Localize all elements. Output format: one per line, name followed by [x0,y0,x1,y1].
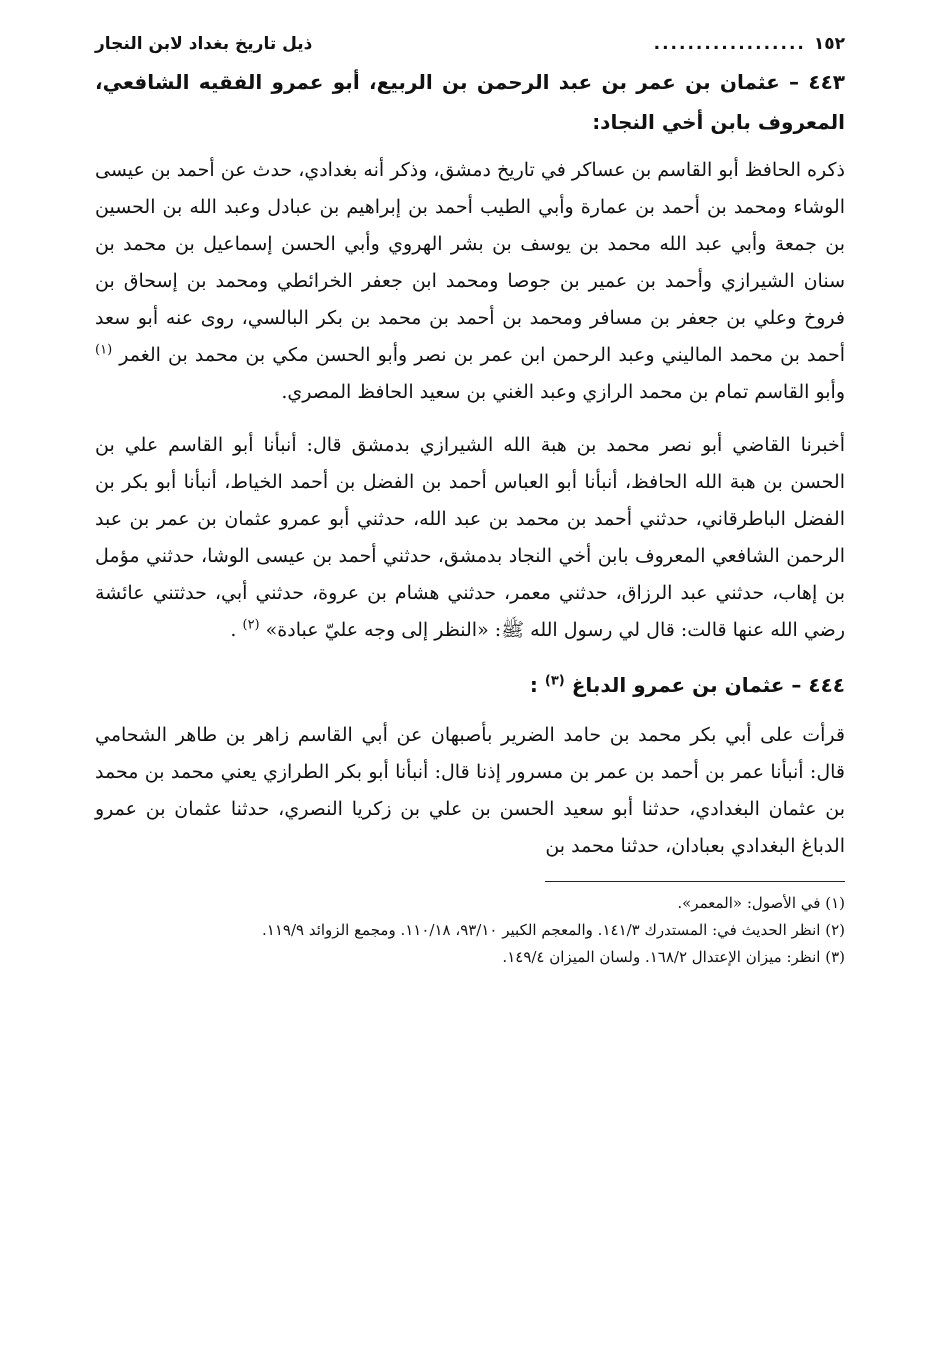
document-page [95,30,845,971]
paragraph-text: ذكره الحافظ أبو القاسم بن عساكر في تاريخ دمشق، وذكر أنه بغدادي، حدث عن أحمد بن عيسى الوشاء ومحمد بن أحمد بن عمارة وأبي الطيب أحمد بن إبراهيم بن عبادل وعبد الله بن الحسين بن جمعة وأبي عبد الله محمد بن يوسف بن بشر الهروي وأبي الحسن إسماعيل بن محمد بن سنان الشيرازي وأحمد بن عمير بن جوصا ومحمد ابن جعفر الخرائطي ومحمد بن إسحاق بن فروخ وعلي بن جعفر بن مسافر ومحمد بن أحمد بن محمد بن بكر البالسي، روى عنه أبو سعد أحمد بن محمد الماليني وعبد الرحمن ابن عمر بن نصر وأبو الحسن مكي بن محمد بن الغمر [95,159,845,366]
entry-443-paragraph-1 [95,152,845,411]
footnote-marker-1[interactable]: (١) [95,342,113,358]
footnote-marker-3[interactable]: (٣) [544,673,565,689]
page-number: ١٥٢ [813,34,845,54]
running-header [95,30,845,60]
paragraph-text: قرأت على أبي بكر محمد بن حامد الضرير بأصبهان عن أبي القاسم زاهر بن طاهر الشحامي قال: أنبأنا عمر بن أحمد بن عمر بن مسرور إذنا قال: أنبأنا أبو بكر الطرازي يعني محمد بن محمد بن عثمان البغدادي، حدثنا أبو سعيد الحسن بن علي بن زكريا النصري، حدثنا عثمان بن عمرو الدباغ البغدادي بعبادان، حدثنا محمد بن [95,724,845,857]
footnotes [95,890,845,971]
entry-443-paragraph-2 [95,427,845,649]
paragraph-text: . [230,619,237,641]
footnote-marker-2[interactable]: (٢) [242,617,260,633]
heading-text: : [529,673,538,697]
book-title: ذيل تاريخ بغداد لابن النجار [95,34,313,54]
footnote-2: (٢) انظر الحديث في: المستدرك ١٤١/٣. والمعجم الكبير ٩٣/١٠، ١١٠/١٨. ومجمع الزوائد ١١٩/٩. [262,921,845,939]
footnote-3: (٣) انظر: ميزان الإعتدال ١٦٨/٢. ولسان الميزان ١٤٩/٤. [502,948,845,966]
paragraph-text: أخبرنا القاضي أبو نصر محمد بن هبة الله الشيرازي بدمشق قال: أنبأنا أبو القاسم علي بن الحسن بن هبة الله الحافظ، أنبأنا أبو العباس أحمد بن الفضل بن أحمد الخياط، أنبأنا أبو بكر بن الفضل الباطرقاني، حدثني أحمد بن محمد بن عبد الله، حدثني أبو عمرو عثمان بن عمر بن عبد الرحمن الشافعي المعروف بابن أخي النجاد بدمشق، حدثني أحمد بن عيسى الوشا، حدثني مؤمل بن إهاب، حدثني عبد الرزاق، حدثني معمر، حدثني هشام بن عروة، حدثني أبي، حدثتني عائشة رضي الله عنها قالت: قال لي رسول الله ﷺ: «النظر إلى وجه عليّ عبادة» [95,434,845,641]
heading-text: ٤٤٤ – عثمان بن عمرو الدباغ [571,673,845,697]
paragraph-text: وأبو القاسم تمام بن محمد الرازي وعبد الغني بن سعيد الحافظ المصري. [281,381,845,403]
entry-444-paragraph-1 [95,717,845,865]
header-left-group [654,30,845,58]
footnote-divider [545,881,845,882]
header-dots: .................. [653,34,806,54]
entry-heading-444 [95,665,845,705]
entry-heading-443: ٤٤٣ – عثمان بن عمر بن عبد الرحمن بن الربيع، أبو عمرو الفقيه الشافعي، المعروف بابن أخي النجاد: [95,70,845,134]
footnote-1: (١) في الأصول: «المعمر». [677,894,845,912]
